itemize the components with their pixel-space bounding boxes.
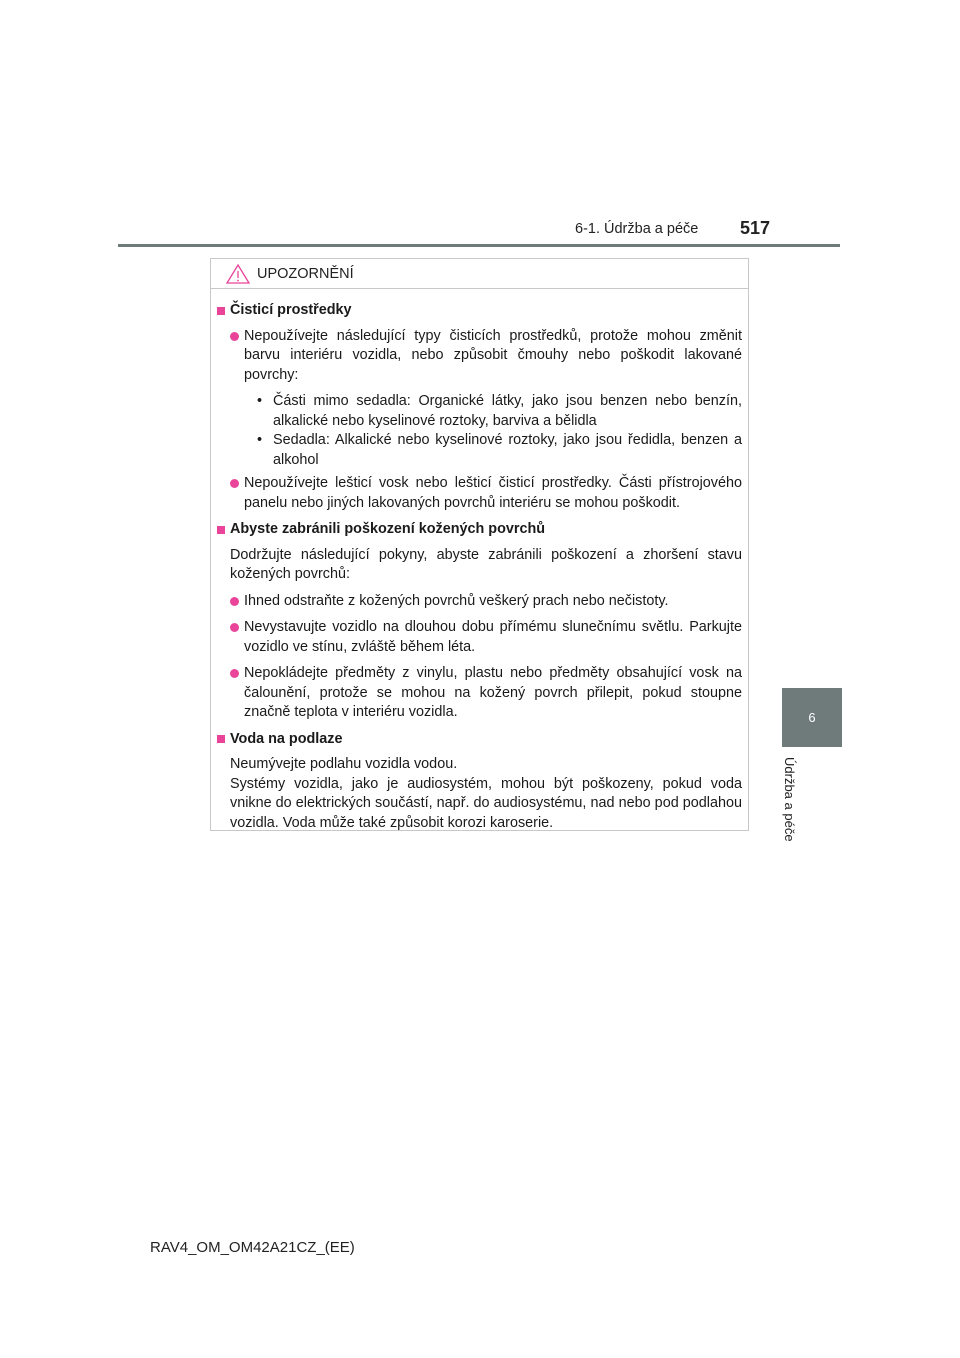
pink-dot-icon — [230, 479, 239, 488]
chapter-side-label — [782, 757, 814, 857]
list-item: Nepoužívejte lešticí vosk nebo lešticí čisticí prostředky. Části přístrojového panelu nebo jiných lakovaných povrchů interiéru se mohou poškodit. — [230, 474, 742, 513]
section-paragraph: Systémy vozidla, jako je audiosystém, mohou být poškozeny, pokud voda vnikne do elektrických součástí, např. do audiosystému, nad nebo pod podlahou vozidla. Voda může také způsobit korozi karoserie. — [230, 775, 742, 831]
list-item: Ihned odstraňte z kožených povrchů veškerý prach nebo nečistoty. — [230, 592, 742, 612]
section-paragraph: Neumývejte podlahu vozidla vodou. — [230, 756, 458, 772]
list-item: Nepoužívejte následující typy čisticích prostředků, protože mohou změnit barvu interiéru vozidla, nebo způsobit čmouhy nebo poškodit lakované povrchy: — [230, 327, 742, 386]
pink-square-icon — [217, 526, 225, 534]
caution-box — [210, 258, 749, 831]
section-title-floor-water: Voda na podlaze — [217, 730, 742, 750]
list-item: Nepokládejte předměty z vinylu, plastu nebo předměty obsahující vosk na čalounění, protože se mohou na kožený povrch přilepit, pokud stoupne značně teplota v interiéru vozidla. — [230, 664, 742, 723]
warning-triangle-icon — [225, 263, 251, 285]
caution-title: UPOZORNĚNÍ — [257, 265, 354, 282]
sub-list-item: • Části mimo sedadla: Organické látky, jako jsou benzen nebo benzín, alkalické nebo kyselinové roztoky, barviva a bělidla — [257, 392, 742, 431]
sub-list-item: • Sedadla: Alkalické nebo kyselinové roztoky, jako jsou ředidla, benzen a alkohol — [257, 431, 742, 470]
caution-body — [211, 289, 748, 833]
pink-dot-icon — [230, 597, 239, 606]
bullet-icon: • — [257, 393, 263, 409]
pink-dot-icon — [230, 669, 239, 678]
section-title-cleaners: Čisticí prostředky — [217, 301, 742, 321]
chapter-tab — [782, 688, 842, 747]
header-section-title: 6-1. Údržba a péče — [575, 221, 699, 237]
document-code: RAV4_OM_OM42A21CZ_(EE) — [150, 1239, 355, 1256]
page-number: 517 — [740, 218, 771, 238]
pink-square-icon — [217, 307, 225, 315]
section-title-leather: Abyste zabránili poškození kožených povrchů — [217, 520, 742, 540]
chapter-title: Údržba a péče — [782, 757, 797, 842]
caution-header — [211, 259, 748, 289]
pink-square-icon — [217, 735, 225, 743]
chapter-number: 6 — [808, 710, 816, 725]
pink-dot-icon — [230, 623, 239, 632]
pink-dot-icon — [230, 332, 239, 341]
sub-list — [217, 392, 742, 470]
list-item: Nevystavujte vozidlo na dlouhou dobu přímému slunečnímu světlu. Parkujte vozidlo ve stínu, zvláště během léta. — [230, 618, 742, 657]
bullet-icon: • — [257, 432, 263, 448]
header-divider — [118, 244, 840, 247]
section-intro: Dodržujte následující pokyny, abyste zabránili poškození a zhoršení stavu kožených povrchů: — [230, 546, 742, 582]
